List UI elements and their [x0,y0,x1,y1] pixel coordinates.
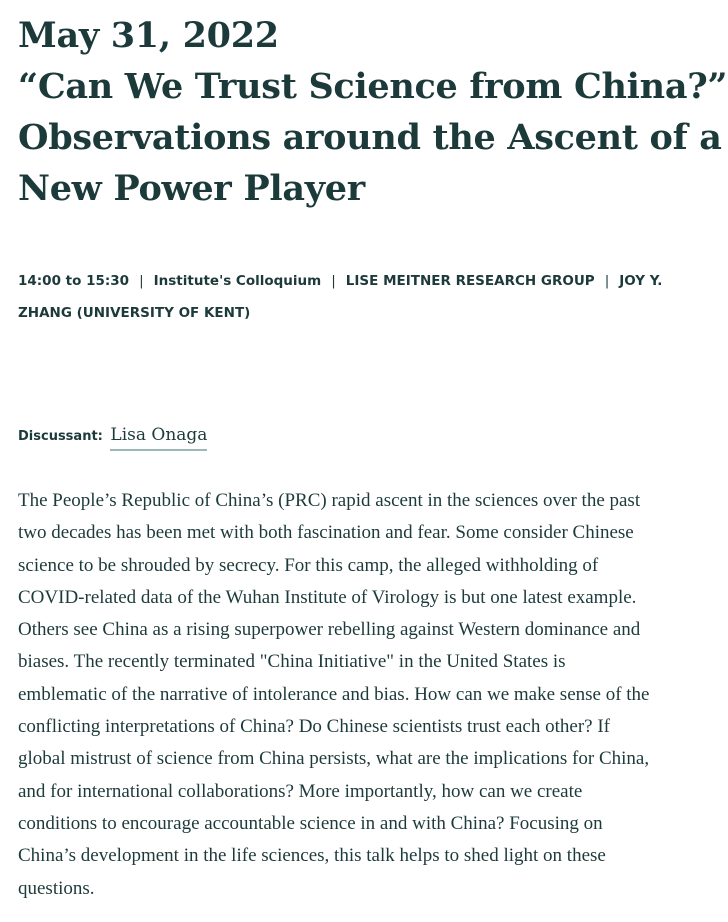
event-series: Institute's Colloquium [153,273,322,289]
event-title-line-1: “Can We Trust Science from China?” [18,66,728,107]
meta-separator: | [139,273,144,289]
discussant-row [18,425,718,445]
discussant-link[interactable]: Lisa Onaga [110,425,207,451]
abstract-line: COVID-related data of the Wuhan Institute of Virology is but one latest example. [18,586,637,608]
abstract-line: The People’s Republic of China’s (PRC) rapid ascent in the sciences over the past [18,490,641,511]
abstract-line: Others see China as a rising superpower rebelling against Western dominance and [18,619,641,641]
event-time: 14:00 to 15:30 [18,273,130,289]
event-abstract [18,485,708,905]
event-title-line-2: Observations around the Ascent of a [18,117,722,158]
discussant-label: Discussant: [18,429,103,444]
event-page [18,0,728,905]
abstract-line: conflicting interpretations of China? Do Chinese scientists trust each other? If [18,716,610,738]
abstract-line: and for international collaborations? More importantly, how can we create [18,780,583,802]
abstract-line: emblematic of the narrative of intolerance and bias. How can we make sense of the [18,683,650,705]
event-date: May 31, 2022 [18,15,279,56]
speaker-affiliation: ZHANG (UNIVERSITY OF KENT) [18,305,251,321]
abstract-line: science to be shrouded by secrecy. For this camp, the alleged withholding of [18,554,599,576]
event-heading [18,0,728,214]
abstract-line: two decades has been met with both fascination and fear. Some consider Chinese [18,522,634,544]
meta-separator: | [604,273,610,289]
event-title-line-3: New Power Player [18,168,365,209]
abstract-line: China’s development in the life sciences, this talk helps to shed light on these [18,845,606,867]
meta-separator: | [331,273,336,289]
abstract-line: global mistrust of science from China persists, what are the implications for China, [18,748,650,770]
abstract-line: biases. The recently terminated "China Initiative" in the United States is [18,651,566,673]
abstract-line: conditions to encourage accountable science in and with China? Focusing on [18,812,603,834]
research-group: LISE MEITNER RESEARCH GROUP [345,273,595,289]
speaker-name: JOY Y. [619,273,663,289]
abstract-line: questions. [18,877,95,899]
event-meta [18,265,678,329]
